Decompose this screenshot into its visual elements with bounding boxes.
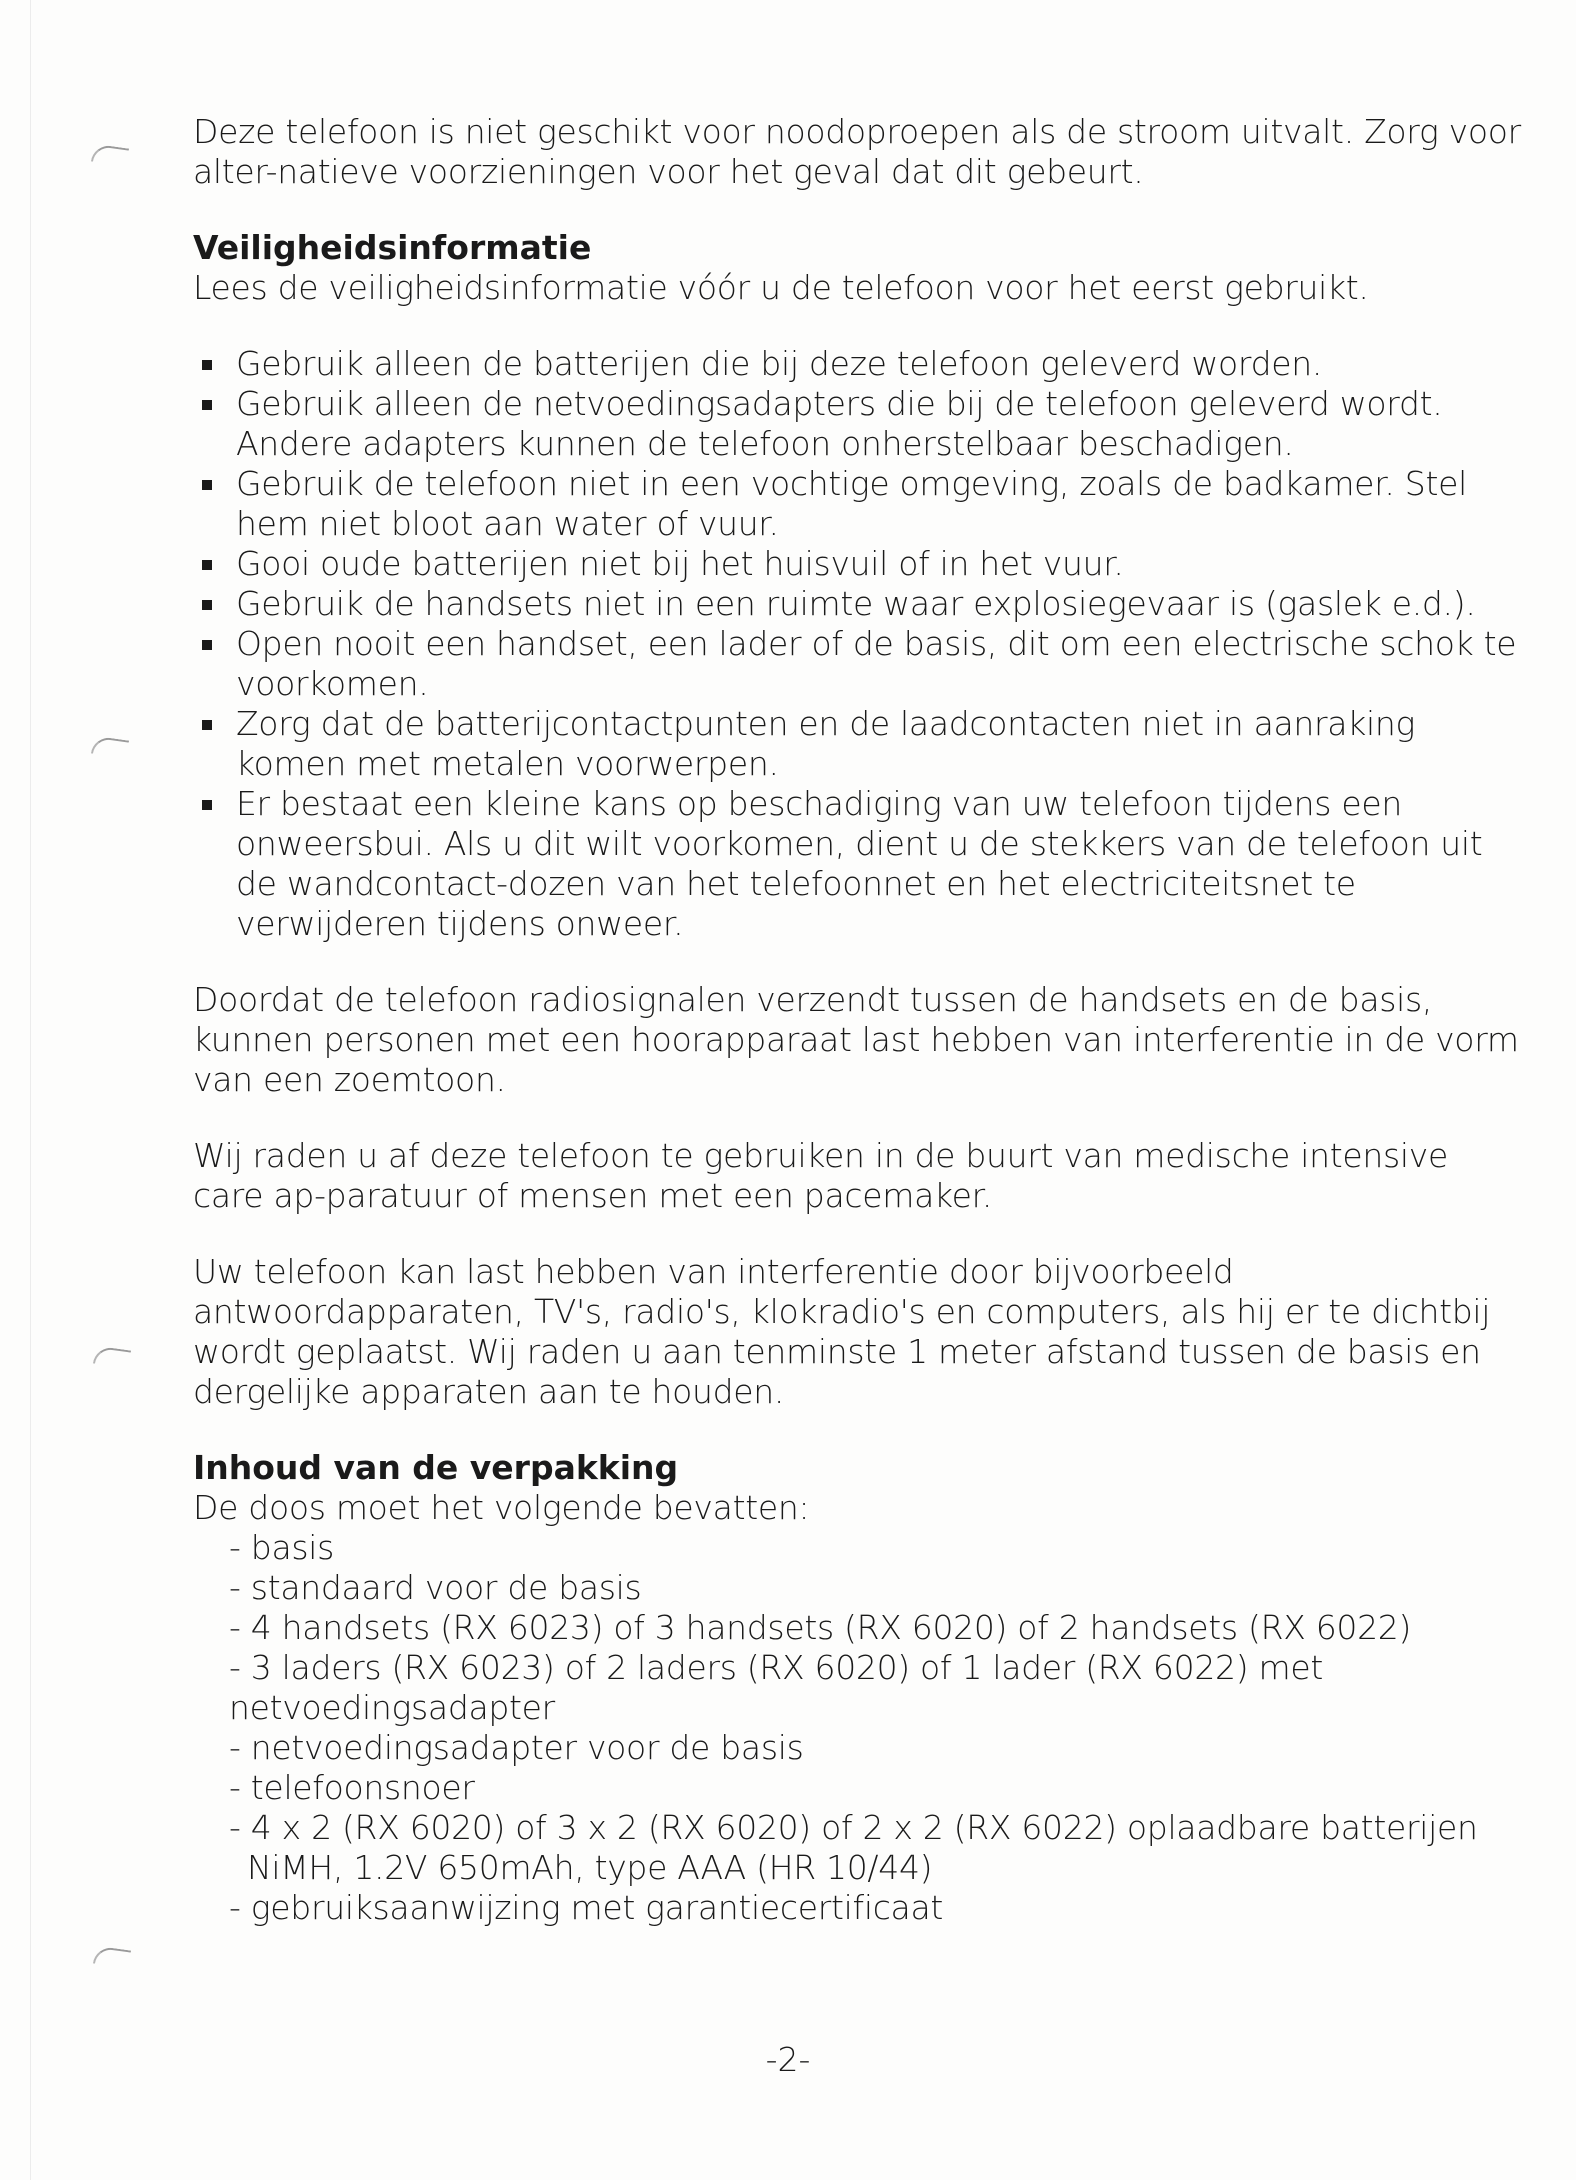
bullet-square-icon — [202, 360, 212, 370]
package-item-continuation: NiMH, 1.2V 650mAh, type AAA (HR 10/44) — [247, 1848, 933, 1887]
package-item: - standaard voor de basis — [229, 1568, 642, 1607]
bullet-square-icon — [202, 560, 212, 570]
scan-edge-line — [30, 0, 31, 2180]
medical-paragraph: Wij raden u af deze telefoon te gebruiken in de buurt van medische intensive care ap-paratuur of mensen met een pacemaker. — [193, 1136, 1448, 1215]
package-list — [193, 1528, 1523, 1928]
safety-lead: Lees de veiligheidsinformatie vóór u de telefoon voor het eerst gebruikt. — [193, 268, 1369, 307]
package-item: - 3 laders (RX 6023) of 2 laders (RX 6020) of 1 lader (RX 6022) met netvoedingsadapter — [229, 1648, 1323, 1727]
package-item: - 4 x 2 (RX 6020) of 3 x 2 (RX 6020) of 2 x 2 (RX 6022) oplaadbare batterijen — [229, 1808, 1478, 1847]
punch-hole-mark — [91, 144, 129, 167]
bullet-square-icon — [202, 800, 212, 810]
page-number: -2- — [765, 2040, 811, 2079]
punch-hole-mark — [91, 736, 129, 759]
safety-item: Er bestaat een kleine kans op beschadiging van uw telefoon tijdens een onweersbui. Als u dit wilt voorkomen, dient u de stekkers van de telefoon uit de wandcontact-dozen van het telefoonnet en het electriciteitsnet te verwijderen tijdens onweer. — [193, 784, 1523, 944]
safety-item: Gebruik de telefoon niet in een vochtige omgeving, zoals de badkamer. Stel hem niet bloot aan water of vuur. — [193, 464, 1523, 544]
safety-heading: Veiligheidsinformatie — [193, 228, 592, 267]
intro-paragraph: Deze telefoon is niet geschikt voor noodoproepen als de stroom uitvalt. Zorg voor alter-natieve voorzieningen voor het geval dat dit gebeurt. — [193, 112, 1521, 191]
bullet-square-icon — [202, 480, 212, 490]
safety-item: Gooi oude batterijen niet bij het huisvuil of in het vuur. — [193, 544, 1523, 584]
bullet-square-icon — [202, 600, 212, 610]
package-item: - gebruiksaanwijzing met garantiecertificaat — [229, 1888, 944, 1927]
safety-item: Gebruik alleen de netvoedingsadapters die bij de telefoon geleverd wordt. Andere adapters kunnen de telefoon onherstelbaar beschadigen. — [193, 384, 1523, 464]
bullet-square-icon — [202, 640, 212, 650]
safety-item: Zorg dat de batterijcontactpunten en de laadcontacten niet in aanraking komen met metalen voorwerpen. — [193, 704, 1523, 784]
package-lead: De doos moet het volgende bevatten: — [193, 1488, 810, 1527]
package-heading: Inhoud van de verpakking — [193, 1448, 679, 1487]
interference-paragraph: Uw telefoon kan last hebben van interferentie door bijvoorbeeld antwoordapparaten, TV's, radio's, klokradio's en computers, als hij er te dichtbij wordt geplaatst. Wij raden u aan tenminste 1 meter afstand tussen de basis en dergelijke apparaten aan te houden. — [193, 1252, 1491, 1411]
punch-hole-mark — [93, 1346, 131, 1369]
hearing-aid-paragraph: Doordat de telefoon radiosignalen verzendt tussen de handsets en de basis, kunnen personen met een hoorapparaat last hebben van interferentie in de vorm van een zoemtoon. — [193, 980, 1519, 1099]
package-item: - netvoedingsadapter voor de basis — [229, 1728, 804, 1767]
bullet-square-icon — [202, 400, 212, 410]
page-content — [193, 112, 1523, 1928]
punch-hole-mark — [93, 1946, 131, 1969]
package-item: - basis — [229, 1528, 335, 1567]
safety-item: Gebruik alleen de batterijen die bij deze telefoon geleverd worden. — [193, 344, 1523, 384]
bullet-square-icon — [202, 720, 212, 730]
package-item: - 4 handsets (RX 6023) of 3 handsets (RX 6020) of 2 handsets (RX 6022) — [229, 1608, 1412, 1647]
safety-item: Open nooit een handset, een lader of de basis, dit om een electrische schok te voorkomen. — [193, 624, 1523, 704]
package-item: - telefoonsnoer — [229, 1768, 475, 1807]
safety-list — [193, 344, 1523, 944]
safety-item: Gebruik de handsets niet in een ruimte waar explosiegevaar is (gaslek e.d.). — [193, 584, 1523, 624]
